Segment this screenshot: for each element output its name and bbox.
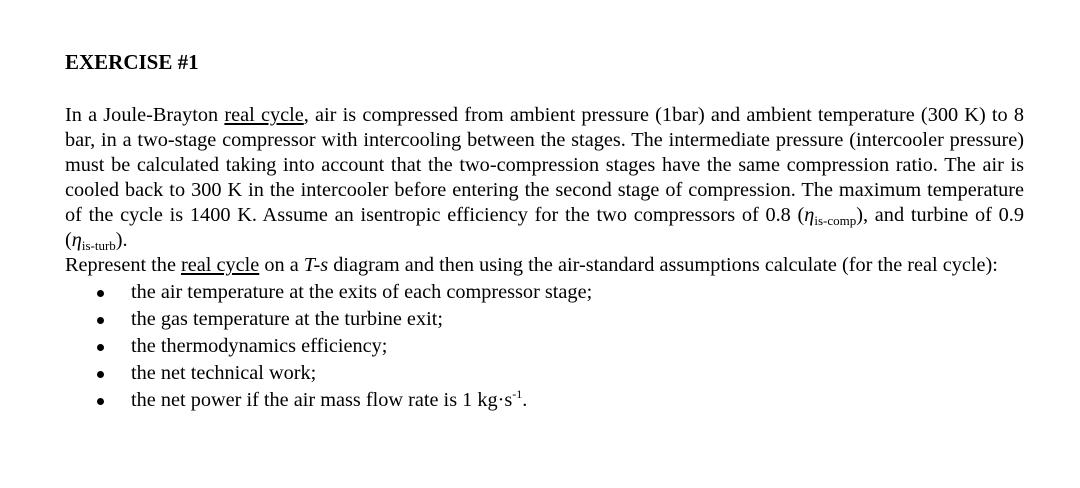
list-item bbox=[65, 306, 1024, 333]
exercise-page bbox=[65, 48, 1024, 414]
statement-text: In a Joule-Brayton bbox=[65, 104, 225, 126]
bullet-icon bbox=[97, 398, 104, 405]
list-item-end: . bbox=[522, 389, 528, 411]
list-item bbox=[65, 279, 1024, 306]
task-text: on a bbox=[259, 254, 304, 276]
list-item bbox=[65, 360, 1024, 387]
statement-text: ). bbox=[115, 229, 128, 251]
eta-comp-subscript: is-comp bbox=[814, 213, 857, 228]
eta-symbol: η bbox=[71, 229, 82, 251]
bullet-icon bbox=[97, 317, 104, 324]
task-text: Represent the bbox=[65, 254, 182, 276]
question-list bbox=[65, 279, 1024, 414]
bullet-icon bbox=[97, 371, 104, 378]
task-statement bbox=[65, 253, 1024, 278]
list-item-text: the thermodynamics efficiency; bbox=[131, 335, 388, 357]
exercise-title: EXERCISE #1 bbox=[65, 50, 199, 74]
task-text: diagram and then using the air-standard assumptions calculate (for the real cycle): bbox=[328, 254, 998, 276]
statement-text: ), and turbine of 0.9 ( bbox=[65, 204, 1024, 251]
statement-text: , air is compressed from ambient pressure (1bar) and ambient temperature (300 K) to 8 bar, in a two-stage compressor with intercooling between the stages. The intermediate pressure (intercooler pressure) must be calculated taking into account that the two-compression stages have the same compression ratio. The air is cooled back to 300 K in the intercooler before entering the second stage of compression. The maximum temperature of the cycle is 1400 K. Assume an isentropic efficiency for the two compressors of 0.8 ( bbox=[65, 104, 1025, 226]
list-item-text: the air temperature at the exits of each compressor stage; bbox=[131, 281, 593, 303]
real-cycle-term: real cycle bbox=[181, 254, 260, 276]
list-item-text: the gas temperature at the turbine exit; bbox=[131, 308, 443, 330]
bullet-icon bbox=[97, 344, 104, 351]
list-item-text: the net technical work; bbox=[131, 362, 317, 384]
list-item bbox=[65, 387, 1024, 414]
eta-symbol: η bbox=[804, 204, 815, 226]
eta-turb-subscript: is-turb bbox=[81, 238, 116, 253]
bullet-icon bbox=[97, 290, 104, 297]
exponent-superscript: -1 bbox=[512, 387, 523, 401]
problem-statement bbox=[65, 103, 1024, 253]
list-item-text: the net power if the air mass flow rate is 1 kg·s bbox=[131, 389, 513, 411]
list-item bbox=[65, 333, 1024, 360]
real-cycle-term: real cycle bbox=[224, 104, 304, 126]
ts-diagram-term: T-s bbox=[303, 254, 329, 276]
